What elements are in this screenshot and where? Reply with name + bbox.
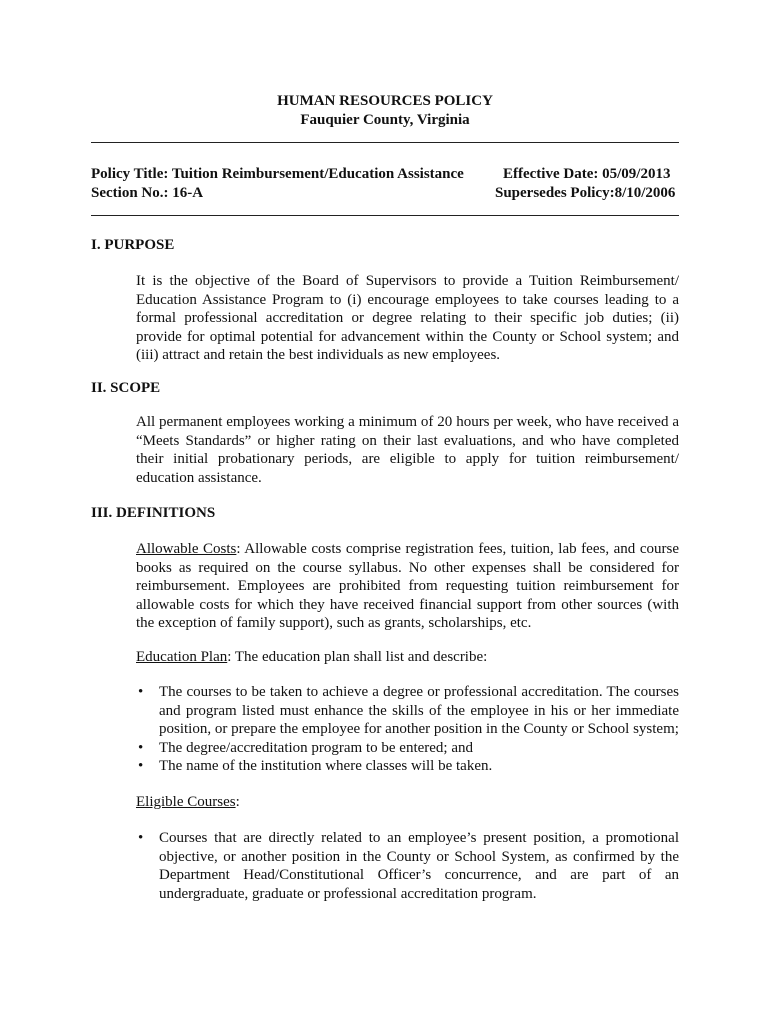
list-item-text: The courses to be taken to achieve a degree or professional accreditation. The courses and program listed must enhance the skills of the employee in his or her immediate position, or prepare the employee for another position in the County or School system; (159, 684, 679, 737)
list-item-text: Courses that are directly related to an employee’s present position, a promotional objective, or another position in the County or School System, as confirmed by the Department Head/Constitutional Officer’s concurrence, and are part of an undergraduate, graduate or professional accreditation program. (159, 830, 679, 902)
document-title: HUMAN RESOURCES POLICY (277, 93, 493, 109)
document-subtitle: Fauquier County, Virginia (300, 112, 470, 128)
education-plan-label: Education Plan (136, 649, 228, 665)
section-number: Section No.: 16-A (91, 185, 204, 201)
eligible-courses-list (136, 829, 679, 903)
policy-title: Policy Title: Tuition Reimbursement/Education Assistance (91, 166, 464, 182)
purpose-paragraph: It is the objective of the Board of Supervisors to provide a Tuition Reimbursement/ Education Assistance Program to (i) encourage employees to take courses leading to a formal professional accreditation or degree relating to their specific job duties; (ii) provide for optimal potential for advancement within the County or School system; and (iii) attract and retain the best individuals as new employees. (136, 273, 679, 363)
allowable-costs-paragraph (136, 540, 679, 633)
list-item (136, 829, 679, 903)
list-item-text: The name of the institution where classes will be taken. (159, 758, 493, 774)
list-item-text: The degree/accreditation program to be entered; and (159, 739, 474, 756)
bullet-icon: • (138, 739, 144, 756)
education-plan-list (136, 683, 679, 776)
eligible-courses-label: Eligible Courses (136, 794, 236, 810)
bullet-icon: • (138, 758, 144, 774)
effective-date: Effective Date: 05/09/2013 (503, 166, 671, 182)
list-item (136, 739, 679, 758)
scope-heading: II. SCOPE (91, 380, 161, 396)
header-divider (91, 142, 679, 143)
supersedes-policy: Supersedes Policy:8/10/2006 (495, 185, 676, 201)
list-item (136, 683, 679, 739)
education-plan-text: : The education plan shall list and describe: (227, 649, 488, 665)
eligible-courses-paragraph (136, 793, 679, 812)
meta-divider (91, 215, 679, 216)
eligible-courses-text: : (235, 794, 240, 810)
bullet-icon: • (138, 684, 144, 700)
bullet-icon: • (138, 830, 144, 846)
scope-paragraph: All permanent employees working a minimum of 20 hours per week, who have received a “Meets Standards” or higher rating on their last evaluations, and who have completed their initial probationary periods, are eligible to apply for tuition reimbursement/ education assistance. (136, 414, 679, 486)
allowable-costs-text: : Allowable costs comprise registration fees, tuition, lab fees, and course books as required on the course syllabus. No other expenses shall be considered for reimbursement. Employees are prohibited from requesting tuition reimbursement for allowable costs for which they have received financial support from other sources (with the exception of family support), such as grants, scholarships, etc. (136, 541, 679, 631)
definitions-heading: III. DEFINITIONS (91, 505, 216, 521)
allowable-costs-label: Allowable Costs (136, 541, 237, 557)
purpose-heading: I. PURPOSE (91, 237, 175, 253)
education-plan-paragraph (136, 648, 679, 667)
list-item (136, 757, 679, 776)
